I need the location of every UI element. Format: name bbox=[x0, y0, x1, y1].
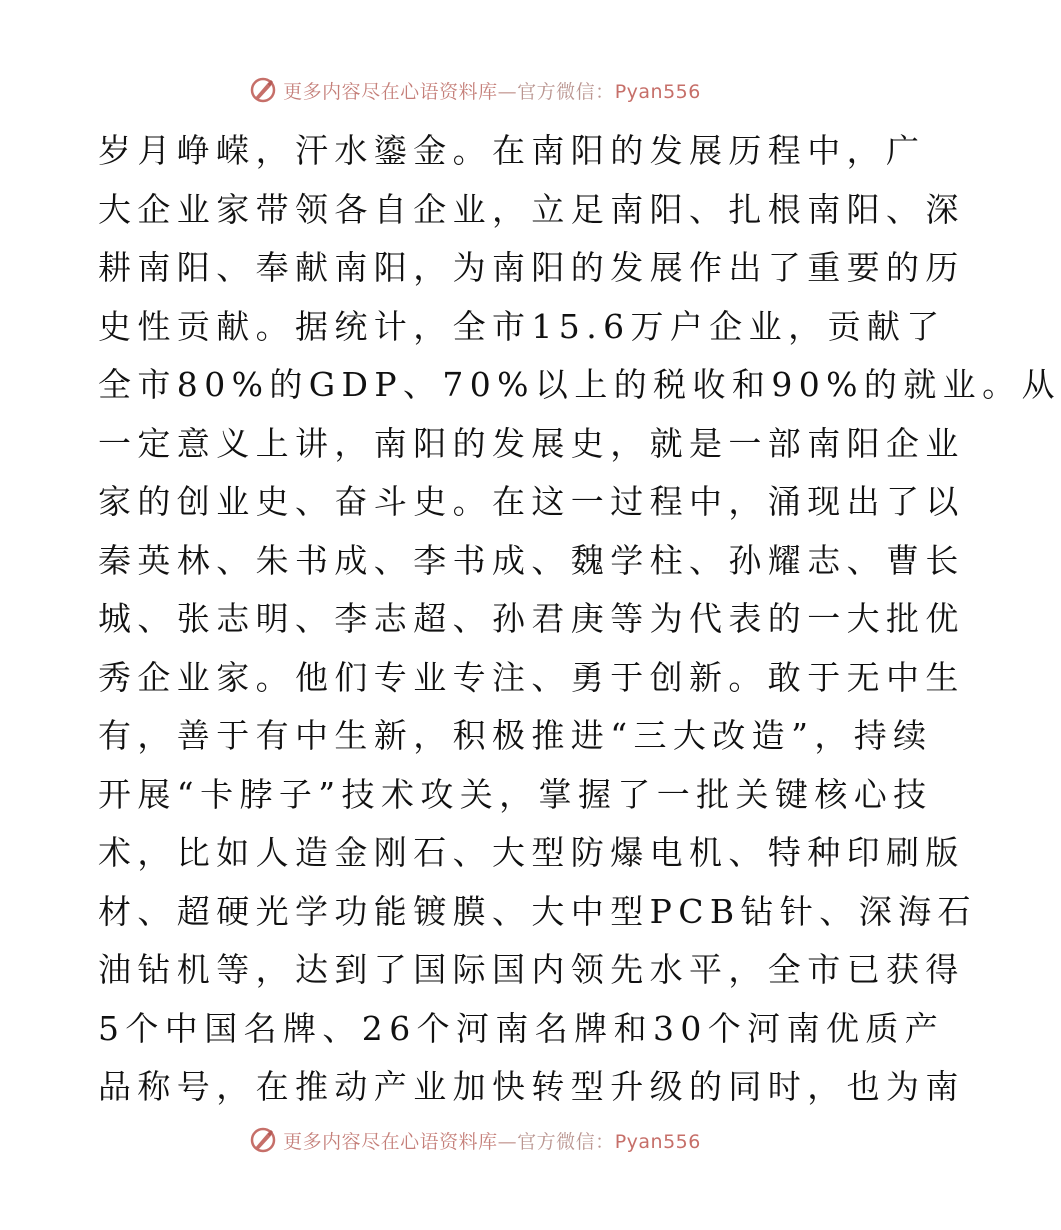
text-line: 术，比如人造金刚石、大型防爆电机、特种印刷版 bbox=[98, 833, 965, 872]
text-line: 开展“卡脖子”技术攻关，掌握了一批关键核心技 bbox=[98, 774, 933, 814]
watermark-header bbox=[0, 72, 950, 108]
text-line: 油钻机等，达到了国际国内领先水平，全市已获得 bbox=[98, 950, 965, 989]
text-line: 史性贡献。据统计，全市15.6万户企业，贡献了 bbox=[98, 306, 946, 346]
document-body bbox=[98, 122, 1061, 1117]
text-line: 全市80%的GDP、70%以上的税收和90%的就业。从 bbox=[98, 365, 1061, 404]
text-line: 一定意义上讲，南阳的发展史，就是一部南阳企业 bbox=[98, 423, 965, 463]
text-line: 5个中国名牌、26个河南名牌和30个河南优质产 bbox=[98, 1008, 945, 1048]
text-line: 品称号，在推动产业加快转型升级的同时，也为南 bbox=[98, 1067, 965, 1106]
text-line: 秀企业家。他们专业专注、勇于创新。敢于无中生 bbox=[98, 657, 965, 697]
text-line: 家的创业史、奋斗史。在这一过程中，涌现出了以 bbox=[98, 482, 965, 521]
pen-circle-logo-icon bbox=[249, 1126, 277, 1154]
text-line: 岁月峥嵘，汗水鎏金。在南阳的发展历程中，广 bbox=[98, 131, 926, 170]
text-line: 有，善于有中生新，积极推进“三大改造”，持续 bbox=[98, 716, 933, 755]
text-line: 大企业家带领各自企业，立足南阳、扎根南阳、深 bbox=[98, 189, 965, 229]
text-line: 耕南阳、奉献南阳，为南阳的发展作出了重要的历 bbox=[98, 248, 965, 287]
watermark-text: 更多内容尽在心语资料库—官方微信：Pyan556 bbox=[283, 1130, 701, 1153]
text-line: 城、张志明、李志超、孙君庚等为代表的一大批优 bbox=[98, 599, 965, 638]
watermark-footer bbox=[0, 1122, 950, 1158]
text-line: 秦英林、朱书成、李书成、魏学柱、孙耀志、曹长 bbox=[98, 540, 965, 580]
pen-circle-logo-icon bbox=[249, 76, 277, 104]
watermark-text: 更多内容尽在心语资料库—官方微信：Pyan556 bbox=[283, 80, 701, 103]
text-line: 材、超硬光学功能镀膜、大中型PCB钻针、深海石 bbox=[98, 891, 977, 931]
